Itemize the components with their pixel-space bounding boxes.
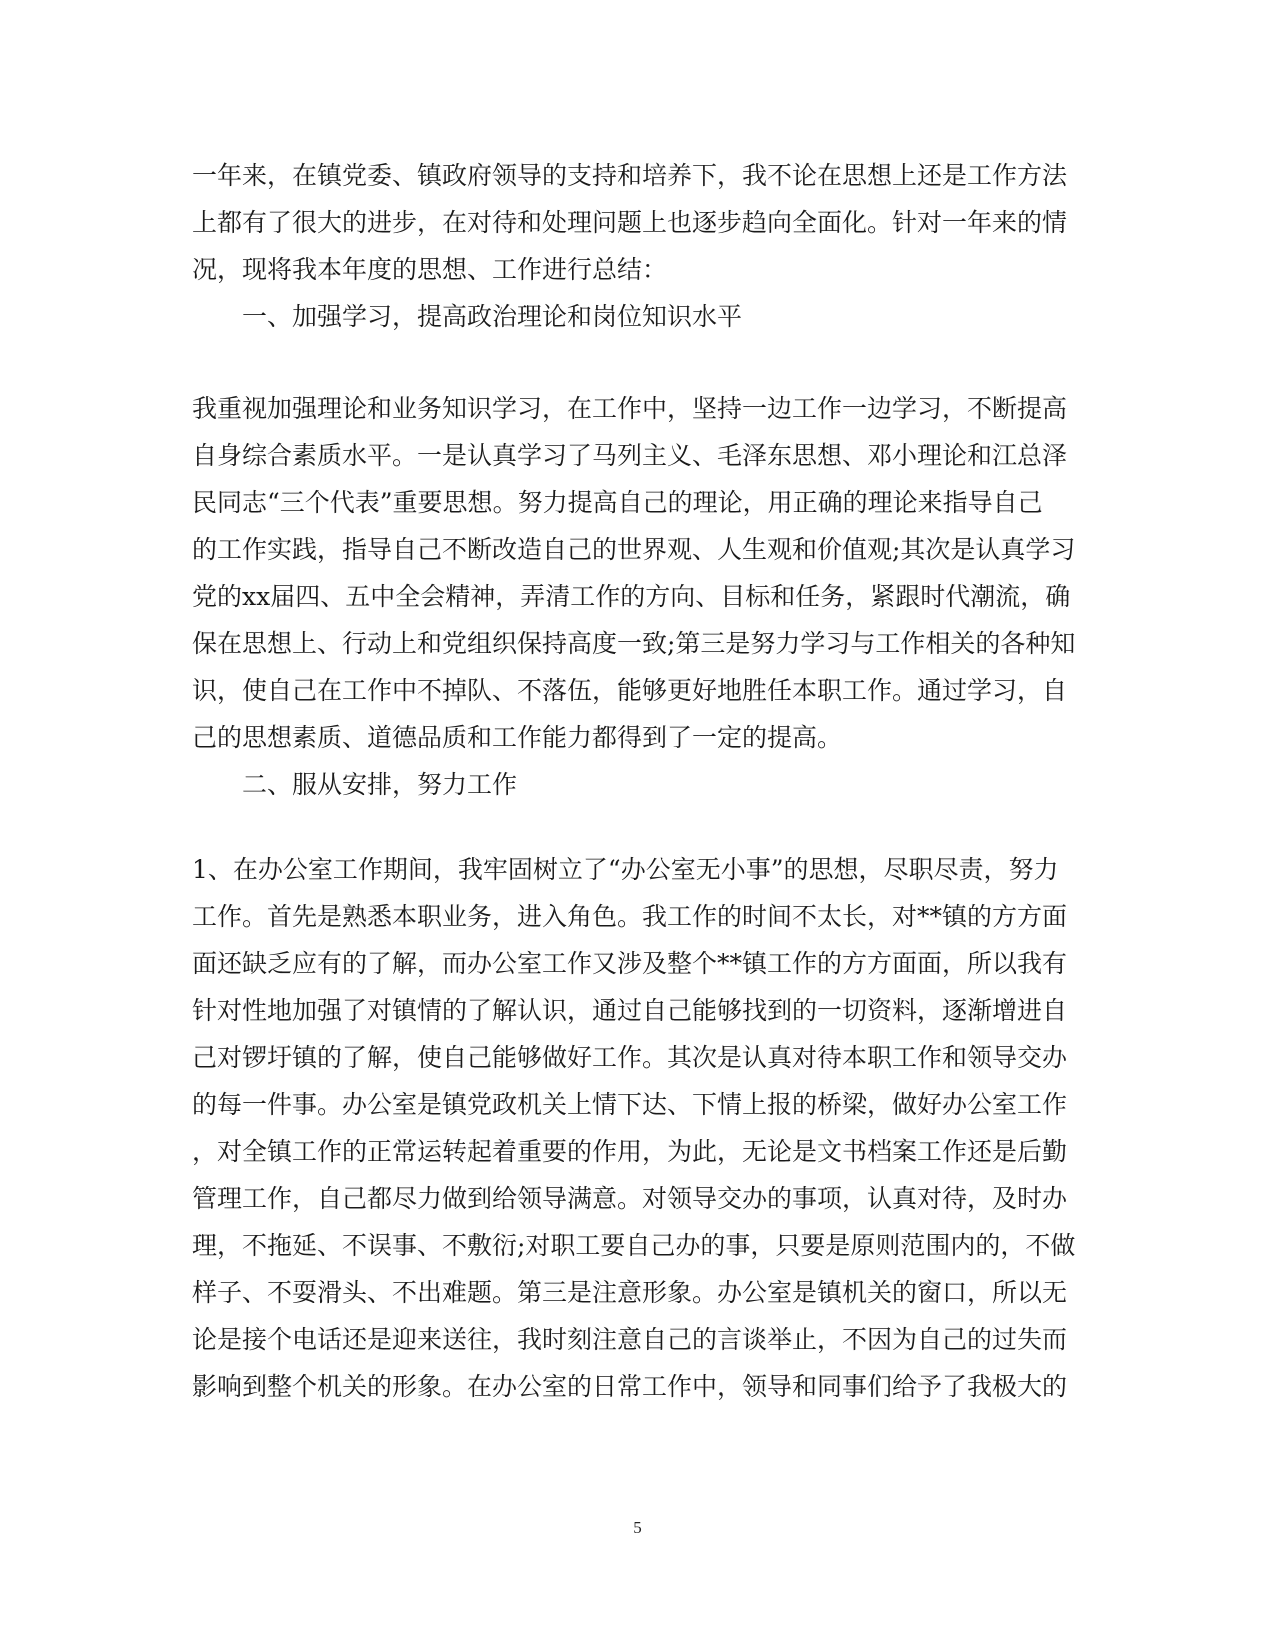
paragraph-line: 上都有了很大的进步，在对待和处理问题上也逐步趋向全面化。针对一年来的情 <box>192 208 1068 237</box>
paragraph-line: 工作。首先是熟悉本职业务，进入角色。我工作的时间不太长，对**镇的方方面 <box>192 902 1068 931</box>
paragraph-line: 保在思想上、行动上和党组织保持高度一致;第三是努力学习与工作相关的各种知 <box>192 629 1076 658</box>
paragraph-line: 理，不拖延、不误事、不敷衍;对职工要自己办的事，只要是原则范围内的，不做 <box>192 1231 1076 1260</box>
paragraph-line: 一年来，在镇党委、镇政府领导的支持和培养下，我不论在思想上还是工作方法 <box>192 161 1068 190</box>
paragraph-office-work <box>192 846 1082 1410</box>
paragraph-line: 论是接个电话还是迎来送往，我时刻注意自己的言谈举止，不因为自己的过失而 <box>192 1325 1068 1354</box>
paragraph-line: 党的xx届四、五中全会精神，弄清工作的方向、目标和任务，紧跟时代潮流，确 <box>192 582 1071 611</box>
paragraph-line: 己对锣圩镇的了解，使自己能够做好工作。其次是认真对待本职工作和领导交办 <box>192 1043 1068 1072</box>
paragraph-line: 1、在办公室工作期间，我牢固树立了“办公室无小事”的思想，尽职尽责，努力 <box>192 855 1059 884</box>
paragraph-line: 识，使自己在工作中不掉队、不落伍，能够更好地胜任本职工作。通过学习，自 <box>192 676 1068 705</box>
section-heading-1: 一、加强学习，提高政治理论和岗位知识水平 <box>242 302 743 331</box>
paragraph-line: 的每一件事。办公室是镇党政机关上情下达、下情上报的桥梁，做好办公室工作 <box>192 1090 1068 1119</box>
paragraph-line: 的工作实践，指导自己不断改造自己的世界观、人生观和价值观;其次是认真学习 <box>192 535 1076 564</box>
paragraph-line: 自身综合素质水平。一是认真学习了马列主义、毛泽东思想、邓小理论和江总泽 <box>192 441 1068 470</box>
paragraph-line: 样子、不耍滑头、不出难题。第三是注意形象。办公室是镇机关的窗口，所以无 <box>192 1278 1068 1307</box>
paragraph-line: 针对性地加强了对镇情的了解认识，通过自己能够找到的一切资料，逐渐增进自 <box>192 996 1068 1025</box>
paragraph-line: 面还缺乏应有的了解，而办公室工作又涉及整个**镇工作的方方面面，所以我有 <box>192 949 1068 978</box>
paragraph-line: 影响到整个机关的形象。在办公室的日常工作中，领导和同事们给予了我极大的 <box>192 1372 1068 1401</box>
paragraph-line: ，对全镇工作的正常运转起着重要的作用，为此，无论是文书档案工作还是后勤 <box>192 1137 1068 1166</box>
paragraph-line: 己的思想素质、道德品质和工作能力都得到了一定的提高。 <box>192 723 843 752</box>
paragraph-study <box>192 385 1082 808</box>
paragraph-line: 民同志“三个代表”重要思想。努力提高自己的理论，用正确的理论来指导自己 <box>192 488 1043 517</box>
paragraph-intro <box>192 152 1082 340</box>
page-number: 5 <box>633 1518 642 1537</box>
section-heading-2: 二、服从安排，努力工作 <box>242 770 518 799</box>
paragraph-line: 管理工作，自己都尽力做到给领导满意。对领导交办的事项，认真对待，及时办 <box>192 1184 1068 1213</box>
paragraph-line: 况，现将我本年度的思想、工作进行总结： <box>192 255 668 284</box>
paragraph-line: 我重视加强理论和业务知识学习，在工作中，坚持一边工作一边学习，不断提高 <box>192 394 1068 423</box>
